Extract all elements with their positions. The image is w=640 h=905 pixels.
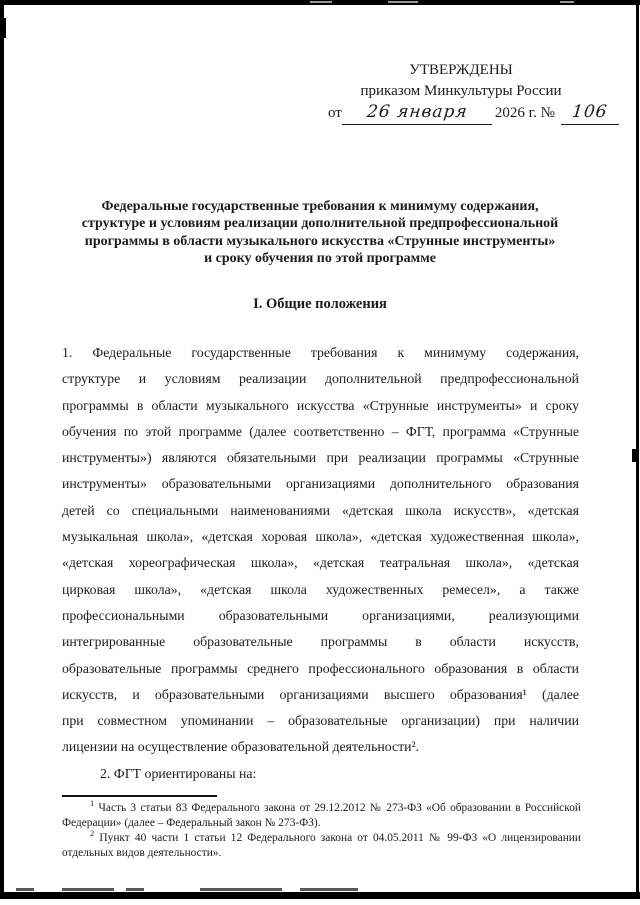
handwritten-number: 106: [571, 102, 609, 122]
document-title-line: и сроку обучения по этой программе: [204, 251, 436, 267]
scan-smudge: [16, 888, 34, 891]
paragraph-1-line: «детская хореографическая школа», «детская театральная школа», «детская: [62, 555, 579, 571]
paragraph-1-line: инструменты» образовательными организациями дополнительного образования: [62, 476, 579, 492]
approval-block: [328, 60, 609, 125]
scan-smudge: [62, 888, 114, 891]
scan-edge-blob: [632, 449, 638, 462]
handwritten-date-underline: [342, 102, 492, 125]
document-title: [60, 198, 580, 268]
footnote: [62, 798, 581, 831]
scan-edge-notch: [3, 18, 6, 38]
paragraph-1: [62, 340, 579, 761]
scan-edge-gap: [388, 1, 418, 3]
paragraph-1-line: образовательные программы среднего профессионального образования в области: [62, 660, 579, 676]
footnote-marker: 2: [90, 828, 95, 839]
footnotes-block: [62, 798, 581, 861]
footnote-marker: 1: [90, 798, 95, 809]
document-title-line: Федеральные государственные требования к минимуму содержания,: [101, 199, 539, 214]
footnote-text: Пункт 40 части 1 статьи 12 Федерального закона от 04.05.2011 № 99-ФЗ «О лицензировании отдельных видов деятельности».: [62, 832, 581, 859]
scan-smudge: [300, 888, 358, 891]
footnote-separator: [62, 795, 217, 797]
paragraph-1-line: детей со специальными наименованиями «детская школа искусств», «детская: [62, 502, 579, 518]
handwritten-date: 26 января: [365, 102, 469, 122]
footnote-text: Часть 3 статьи 83 Федерального закона от 29.12.2012 № 273-ФЗ «Об образовании в Российской Федерации» (далее – Федеральный закон № 273-ФЗ).: [62, 802, 581, 829]
scan-edge-bottom: [0, 892, 640, 899]
paragraph-1-line: обучения по этой программе (далее соответственно – ФГТ, программа «Струнные: [62, 423, 579, 439]
paragraph-1-line: инструменты») являются обязательными при реализации программы «Струнные: [62, 450, 579, 466]
approval-date-number-line: [328, 102, 609, 125]
approval-status: УТВЕРЖДЕНЫ: [409, 62, 513, 78]
approval-from-prefix: от: [328, 105, 342, 121]
scan-smudge: [126, 888, 144, 891]
handwritten-number-underline: [561, 102, 619, 125]
document-title-line: структуре и условиям реализации дополнительной предпрофессиональной: [81, 216, 559, 232]
paragraph-1-line: интегрированные образовательные программы в области искусств,: [62, 634, 579, 650]
paragraph-1-line: профессиональными образовательными организациями, реализующими: [62, 607, 579, 623]
approval-year-number-label: 2026 г. №: [494, 105, 555, 121]
paragraph-1-line: при совместном упоминании – образовательные организации) при наличии: [62, 713, 579, 729]
scan-edge-gap: [310, 1, 332, 3]
paragraph-1-line: 1. Федеральные государственные требования к минимуму содержания,: [62, 345, 579, 360]
approval-authority: приказом Минкультуры России: [360, 83, 562, 99]
document-title-line: программы в области музыкального искусства «Струнные инструменты»: [84, 233, 556, 249]
footnote: [62, 828, 581, 861]
paragraph-1-line: программы в области музыкального искусства «Струнные инструменты» и сроку: [62, 397, 579, 413]
scan-edge-gap: [560, 1, 574, 3]
section-heading: I. Общие положения: [253, 296, 387, 312]
paragraph-1-line: структуре и условиям реализации дополнительной предпрофессиональной: [62, 371, 579, 387]
paragraph-2: 2. ФГТ ориентированы на:: [100, 766, 257, 781]
scan-edge-top: [0, 0, 640, 5]
paragraph-1-line: цирковая школа», «детская школа художественных ремесел», а также: [62, 581, 579, 597]
scan-smudge: [200, 888, 282, 891]
scan-edge-left: [0, 0, 4, 899]
paragraph-1-line: музыкальная школа», «детская хоровая школа», «детская художественная школа»,: [62, 529, 579, 545]
paragraph-1-line: искусств, и образовательными организациями высшего образования¹ (далее: [62, 686, 579, 702]
paragraph-1-line: лицензии на осуществление образовательной деятельности².: [62, 739, 420, 755]
